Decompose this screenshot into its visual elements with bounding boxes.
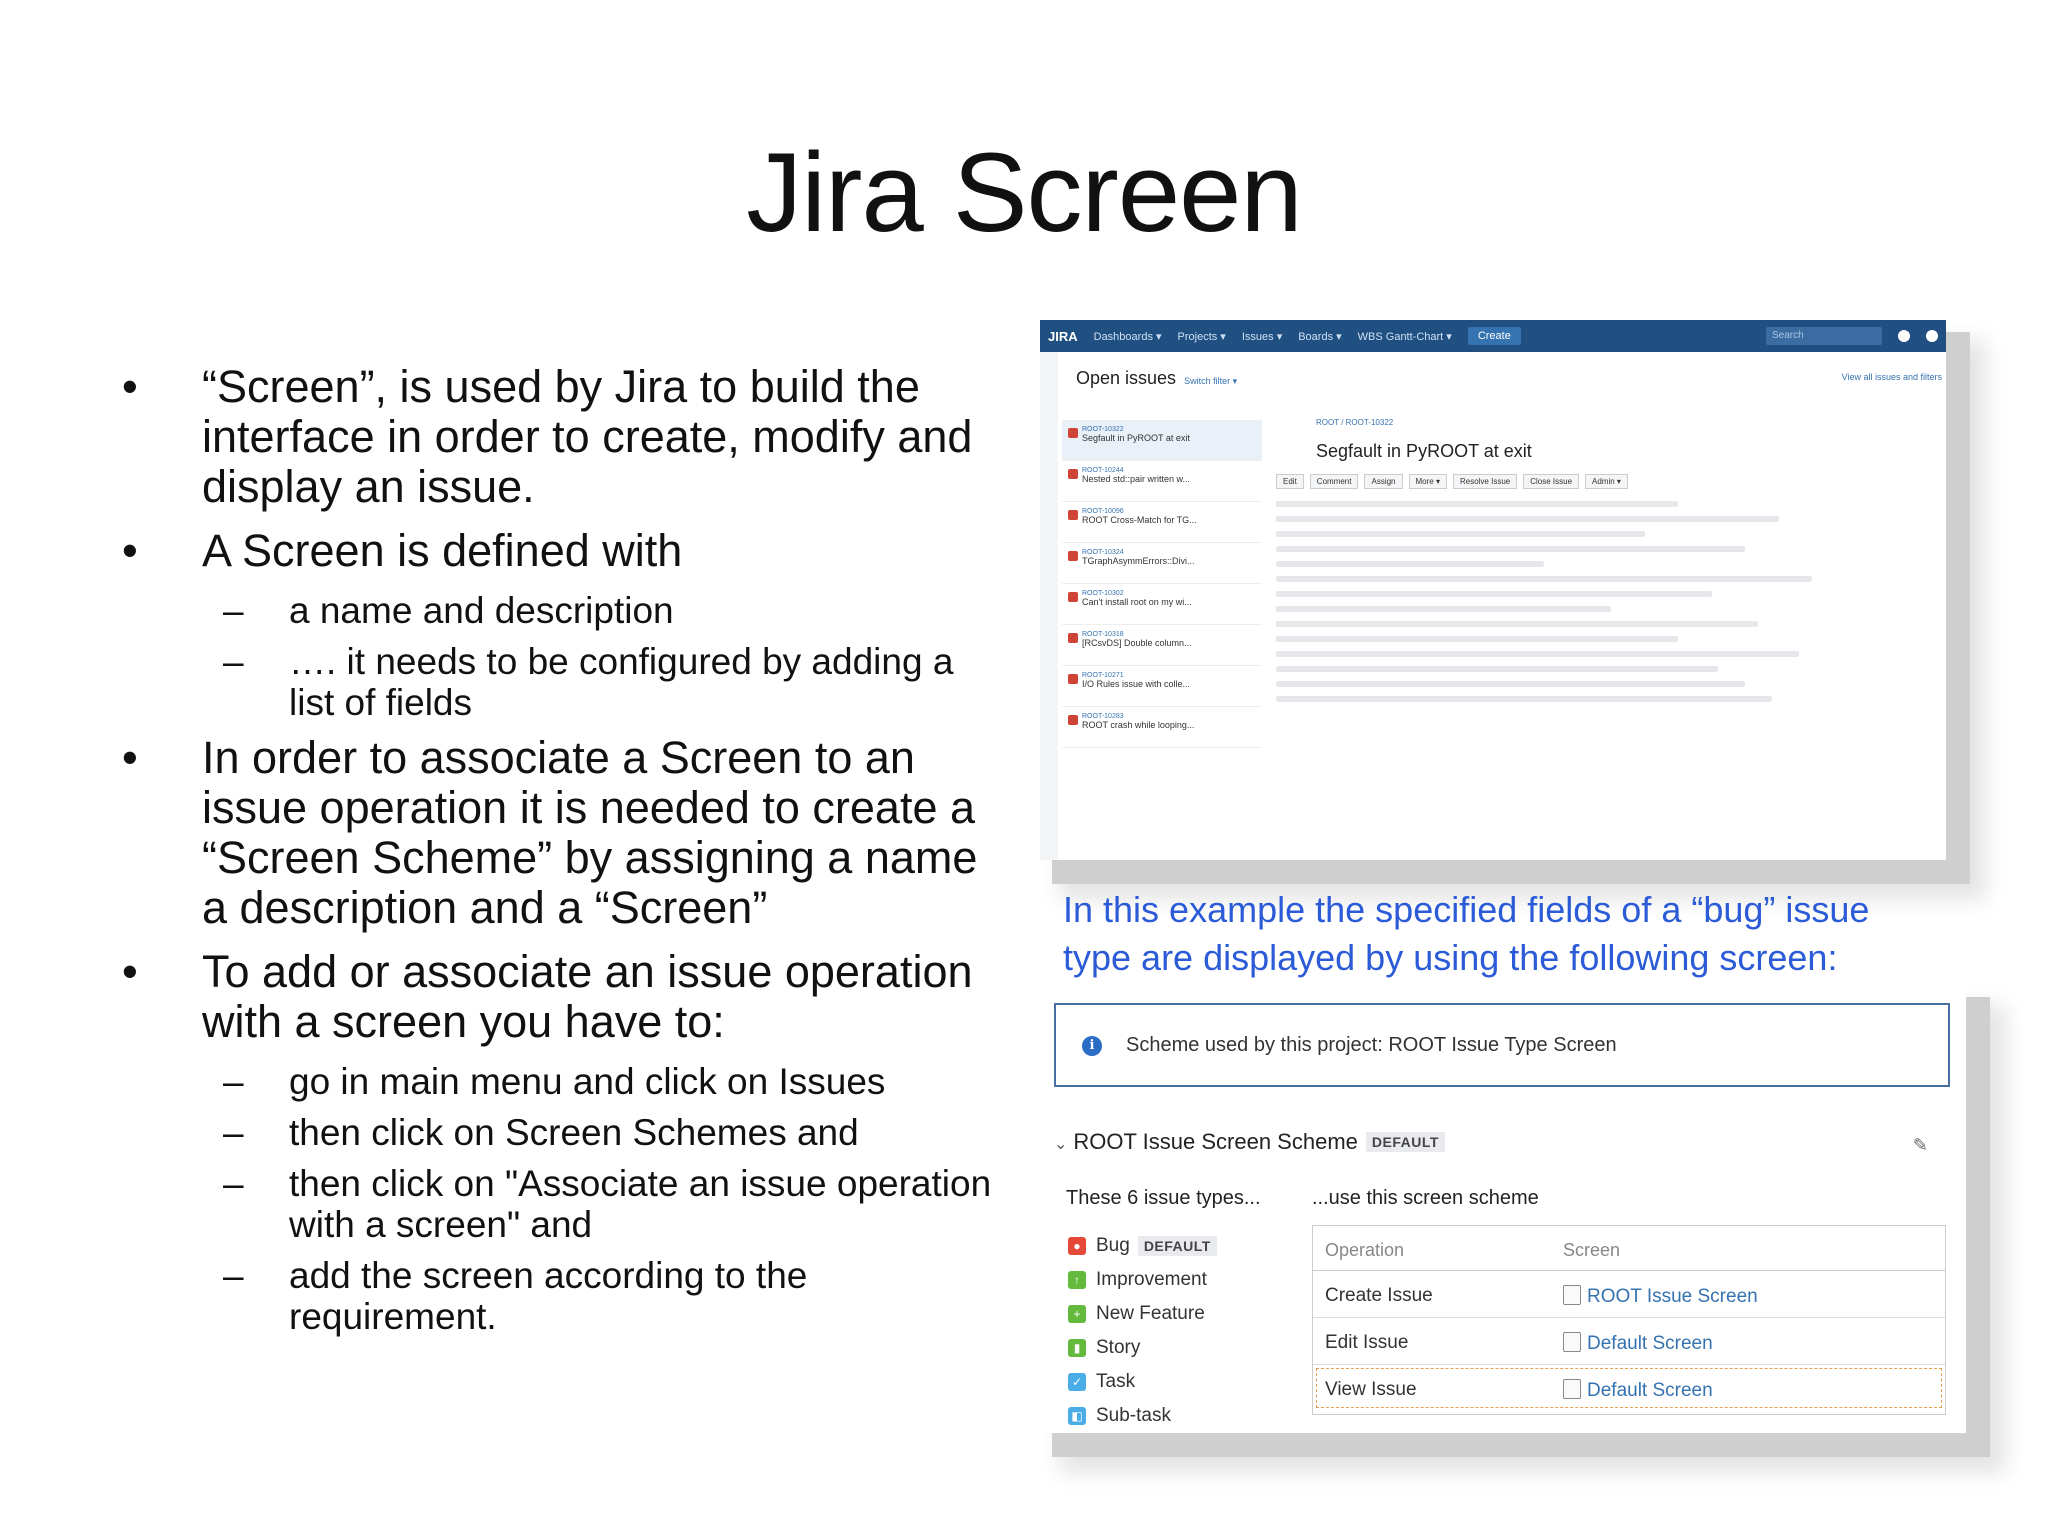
- issue-type-name: Bug: [1096, 1235, 1130, 1256]
- jira-logo: JIRA: [1048, 328, 1078, 344]
- info-text: Scheme used by this project: ROOT Issue Type Screen: [1126, 1034, 1617, 1056]
- jira-nav-bar: [1040, 320, 1946, 352]
- slide-title: Jira Screen: [746, 130, 1302, 255]
- sub-bullet-item: [119, 1061, 1000, 1102]
- story-icon: ▮: [1068, 1339, 1086, 1357]
- nav-projects: Projects ▾: [1177, 330, 1226, 343]
- sub-bullet-dash: –: [223, 641, 244, 682]
- issue-type-name: New Feature: [1096, 1303, 1205, 1324]
- issue-key: ROOT-10324: [1082, 549, 1124, 556]
- improvement-icon: ↑: [1068, 1271, 1086, 1289]
- issue-type-name: Task: [1096, 1371, 1136, 1392]
- operation-cell: View Issue: [1325, 1379, 1417, 1400]
- screen-link: ROOT Issue Screen: [1587, 1286, 1758, 1307]
- sub-bullet-text: a name and description: [289, 590, 674, 631]
- sub-bullet-item: [119, 1112, 1000, 1153]
- sub-bullet-text: go in main menu and click on Issues: [289, 1061, 886, 1102]
- assign-button: Assign: [1364, 474, 1402, 489]
- list-item: [1062, 666, 1262, 707]
- scheme-name: ROOT Issue Screen Scheme: [1073, 1129, 1358, 1154]
- screen-icon: [1563, 1285, 1581, 1305]
- issue-type-list: [1068, 1229, 1217, 1433]
- issue-toolbar: [1276, 474, 1946, 489]
- nav-dashboards: Dashboards ▾: [1093, 330, 1162, 343]
- issue-type-name: Sub-task: [1096, 1405, 1171, 1426]
- sub-task-icon: ◧: [1068, 1407, 1086, 1425]
- bug-icon: [1068, 633, 1078, 643]
- sub-bullet-dash: –: [223, 590, 244, 631]
- sub-bullet-item: [119, 590, 1000, 631]
- sub-bullet-dash: –: [223, 1112, 244, 1153]
- nav-boards: Boards ▾: [1298, 330, 1342, 343]
- info-icon: i: [1082, 1036, 1102, 1056]
- issue-key: ROOT-10244: [1082, 467, 1124, 474]
- sub-bullet-text: then click on Screen Schemes and: [289, 1112, 859, 1153]
- screen-cell: [1563, 1379, 1713, 1402]
- screen-link: Default Screen: [1587, 1380, 1713, 1401]
- issue-key: ROOT-10271: [1082, 672, 1124, 679]
- bullet-dot: •: [122, 361, 138, 412]
- jira-sidebar: [1040, 352, 1058, 860]
- screen-scheme-screenshot: [1040, 985, 1966, 1433]
- issue-key: ROOT-10096: [1082, 508, 1124, 515]
- issue-type-new-feature: [1068, 1297, 1217, 1331]
- screen-cell: [1563, 1332, 1713, 1355]
- close-button: Close Issue: [1523, 474, 1579, 489]
- screen-link: Default Screen: [1587, 1333, 1713, 1354]
- issue-key: ROOT-10318: [1082, 631, 1124, 638]
- list-item: [1062, 707, 1262, 748]
- sub-bullet-text: then click on "Associate an issue operation with a screen" and: [289, 1163, 992, 1245]
- issue-fields-placeholder: [1276, 501, 1946, 702]
- bullet-dot: •: [122, 946, 138, 997]
- list-item: [1062, 420, 1262, 461]
- bullet-text: “Screen”, is used by Jira to build the interface in order to create, modify and display an issue.: [202, 361, 973, 512]
- issue-type-bug: [1068, 1229, 1217, 1263]
- sub-bullet-dash: –: [223, 1255, 244, 1296]
- table-row: [1313, 1318, 1945, 1365]
- example-caption: In this example the specified fields of a “bug” issue type are displayed by using the following screen:: [1063, 889, 1870, 978]
- more-button: More ▾: [1409, 474, 1447, 489]
- bullet-item: [120, 733, 1000, 933]
- bullet-dot: •: [122, 732, 138, 783]
- bullet-list: [120, 362, 1000, 1347]
- scheme-info-box: [1054, 1003, 1950, 1087]
- issue-summary: ROOT Cross-Match for TG...: [1082, 515, 1197, 525]
- issue-type-task: [1068, 1365, 1217, 1399]
- bullet-item: [120, 526, 1000, 576]
- screen-scheme-label: ...use this screen scheme: [1312, 1187, 1539, 1209]
- issue-summary: [RCsvDS] Double column...: [1082, 638, 1192, 648]
- issue-types-label: These 6 issue types...: [1066, 1187, 1261, 1209]
- new-feature-icon: +: [1068, 1305, 1086, 1323]
- default-badge: DEFAULT: [1366, 1132, 1445, 1152]
- sub-bullet-item: [119, 641, 1000, 723]
- issue-summary: TGraphAsymmErrors::Divi...: [1082, 556, 1195, 566]
- list-item: [1062, 461, 1262, 502]
- issue-key: ROOT-10322: [1082, 426, 1124, 433]
- operation-header: Operation: [1325, 1240, 1405, 1260]
- sub-bullet-item: [119, 1255, 1000, 1337]
- nav-issues: Issues ▾: [1241, 330, 1283, 343]
- table-header: [1313, 1226, 1945, 1271]
- pencil-icon: ✎: [1912, 1135, 1928, 1155]
- bullet-dot: •: [122, 525, 138, 576]
- list-item: [1062, 625, 1262, 666]
- sub-bullet-text: add the screen according to the requirement.: [289, 1255, 808, 1337]
- operation-screen-table: [1312, 1225, 1946, 1415]
- create-button: Create: [1468, 327, 1521, 345]
- issue-summary: Nested std::pair written w...: [1082, 474, 1191, 484]
- bug-icon: [1068, 715, 1078, 725]
- list-item: [1062, 502, 1262, 543]
- issue-summary: I/O Rules issue with colle...: [1082, 679, 1191, 689]
- issue-key: ROOT-10302: [1082, 590, 1124, 597]
- bug-icon: [1068, 469, 1078, 479]
- table-row: [1313, 1271, 1945, 1318]
- bullet-text: To add or associate an issue operation with a screen you have to:: [202, 946, 973, 1047]
- sub-bullet-dash: –: [223, 1163, 244, 1204]
- operation-cell: Create Issue: [1325, 1285, 1433, 1306]
- breadcrumb: ROOT / ROOT-10322: [1316, 418, 1394, 427]
- open-issues-heading: Open issues Switch filter ▾: [1076, 368, 1238, 388]
- search-box: Search: [1766, 327, 1882, 345]
- operation-cell: Edit Issue: [1325, 1332, 1409, 1353]
- issue-type-story: [1068, 1331, 1217, 1365]
- bug-icon: [1068, 428, 1078, 438]
- issue-type-name: Improvement: [1096, 1269, 1207, 1290]
- switch-filter-link: Switch filter ▾: [1184, 376, 1238, 386]
- issue-summary: ROOT crash while looping...: [1082, 720, 1195, 730]
- issue-title: Segfault in PyROOT at exit: [1316, 441, 1532, 461]
- issue-type-sub-task: [1068, 1399, 1217, 1433]
- issue-summary: Segfault in PyROOT at exit: [1082, 433, 1190, 443]
- scheme-title: [1054, 1129, 1445, 1155]
- default-badge: DEFAULT: [1138, 1236, 1217, 1256]
- settings-icon: [1926, 330, 1938, 342]
- bug-icon: [1068, 551, 1078, 561]
- bullet-item: [120, 947, 1000, 1047]
- issue-key: ROOT-10283: [1082, 713, 1124, 720]
- resolve-button: Resolve Issue: [1453, 474, 1517, 489]
- issue-type-improvement: [1068, 1263, 1217, 1297]
- issue-detail: [1276, 418, 1946, 860]
- issue-list: [1062, 420, 1262, 748]
- admin-button: Admin ▾: [1585, 474, 1628, 489]
- bullet-text: A Screen is defined with: [202, 525, 683, 576]
- nav-wbs: WBS Gantt-Chart ▾: [1357, 330, 1452, 343]
- screen-cell: [1563, 1285, 1758, 1308]
- comment-button: Comment: [1310, 474, 1359, 489]
- list-item: [1062, 584, 1262, 625]
- bullet-item: [120, 362, 1000, 512]
- edit-button: Edit: [1276, 474, 1304, 489]
- chevron-down-icon: ⌄: [1054, 1136, 1068, 1153]
- task-icon: ✓: [1068, 1373, 1086, 1391]
- table-row: [1313, 1365, 1945, 1411]
- bullet-text: In order to associate a Screen to an issue operation it is needed to create a “Screen Scheme” by assigning a name a description and a “Screen”: [202, 732, 978, 933]
- view-all-link: View all issues and filters: [1841, 372, 1942, 382]
- bug-icon: [1068, 592, 1078, 602]
- issue-summary: Can't install root on my wi...: [1082, 597, 1192, 607]
- bug-icon: [1068, 510, 1078, 520]
- sub-bullet-text: …. it needs to be configured by adding a list of fields: [289, 641, 954, 723]
- help-icon: [1898, 330, 1910, 342]
- sub-bullet-item: [119, 1163, 1000, 1245]
- jira-issue-screenshot: [1040, 320, 1946, 860]
- issue-type-name: Story: [1096, 1337, 1141, 1358]
- sub-bullet-dash: –: [223, 1061, 244, 1102]
- screen-icon: [1563, 1332, 1581, 1352]
- screen-icon: [1563, 1379, 1581, 1399]
- bug-icon: ●: [1068, 1237, 1086, 1255]
- bug-icon: [1068, 674, 1078, 684]
- screen-header: Screen: [1563, 1240, 1621, 1260]
- list-item: [1062, 543, 1262, 584]
